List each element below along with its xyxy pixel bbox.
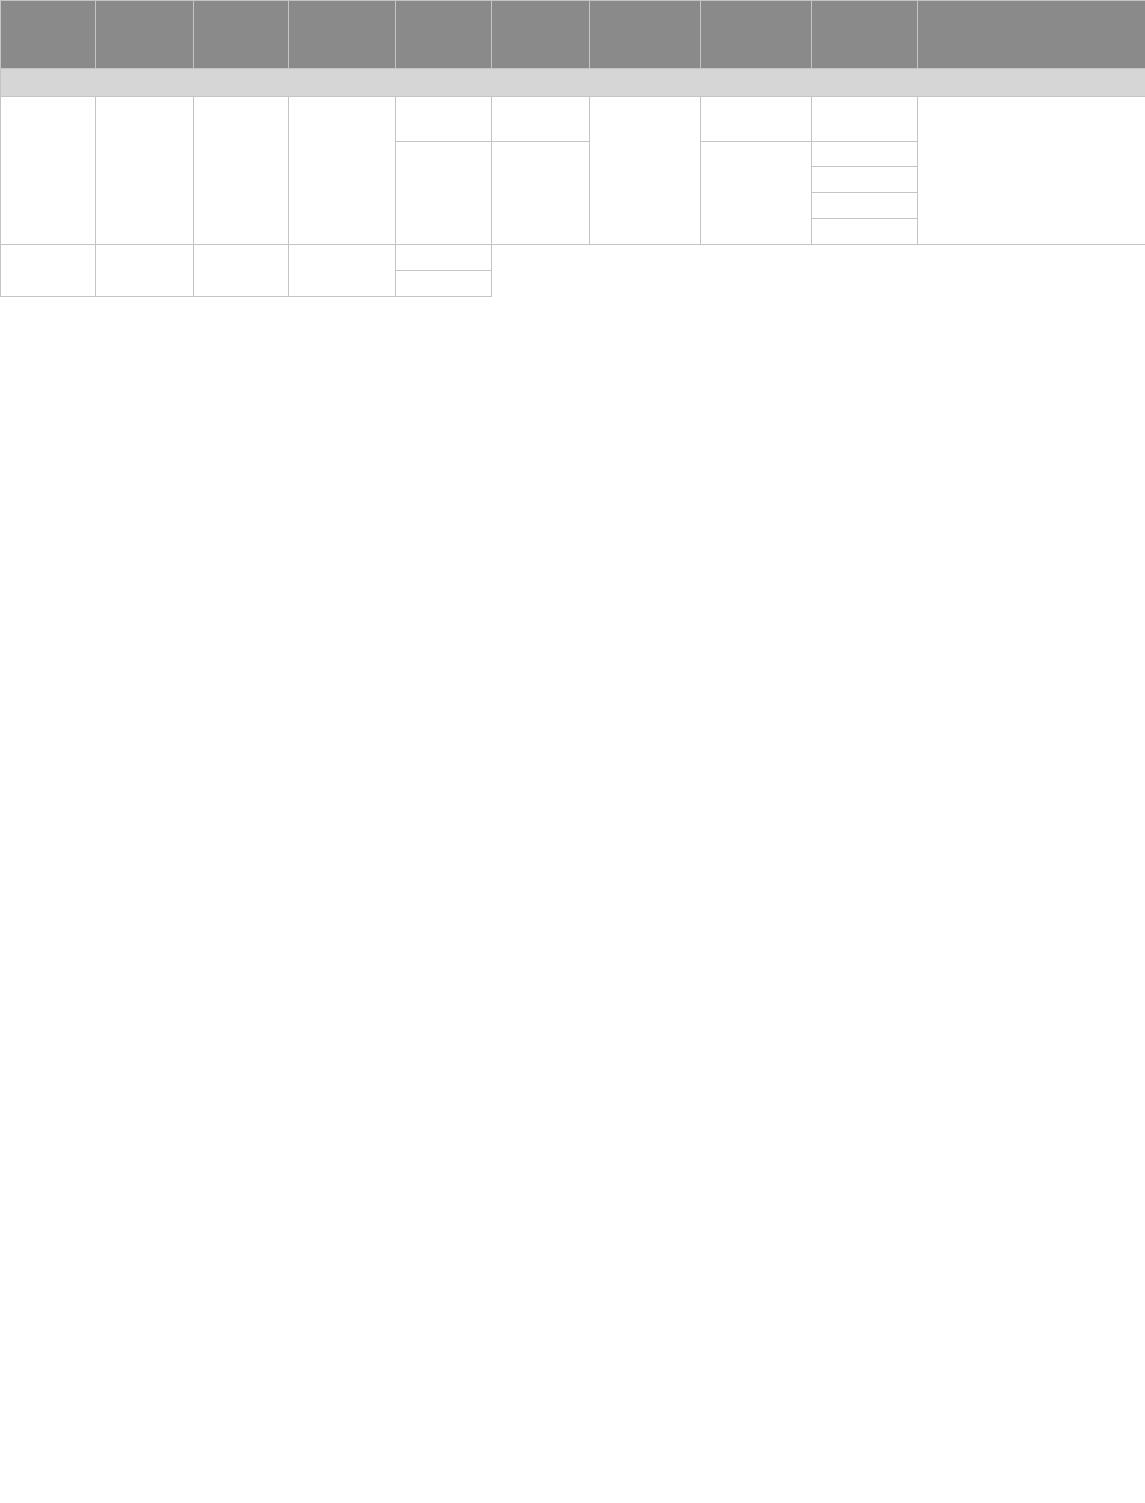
header-pressure <box>701 1 812 69</box>
header-conclusions <box>918 1 1145 69</box>
cell-outcome <box>812 97 918 142</box>
header-study-design <box>194 1 289 69</box>
cell-outcome <box>812 142 918 167</box>
header-intensity <box>396 1 492 69</box>
cell-design <box>194 245 289 297</box>
studies-table <box>0 0 1145 297</box>
section-row <box>1 69 1145 97</box>
section-title <box>1 69 1145 97</box>
header-duration <box>289 1 396 69</box>
header-device <box>590 1 701 69</box>
cell-pressure <box>701 142 812 245</box>
cell-outcome <box>812 193 918 219</box>
header-volume <box>492 1 590 69</box>
cell-reference <box>1 245 96 297</box>
cell-volume <box>492 97 590 142</box>
cell-intensity <box>396 97 492 142</box>
cell-outcome <box>812 219 918 245</box>
table-row <box>1 97 1145 142</box>
cell-intensity <box>396 245 492 271</box>
cell-volume <box>492 142 590 245</box>
header-reference <box>1 1 96 69</box>
cell-outcome <box>812 167 918 193</box>
cell-intensity <box>396 142 492 245</box>
cell-sample <box>96 97 194 245</box>
cell-intensity <box>396 271 492 297</box>
cell-pressure <box>701 97 812 142</box>
header-sample <box>96 1 194 69</box>
cell-conclusion <box>918 97 1145 245</box>
cell-duration <box>289 97 396 245</box>
table-body <box>1 69 1145 297</box>
cell-design <box>194 97 289 245</box>
header-row <box>1 1 1145 69</box>
cell-device <box>590 97 701 245</box>
cell-reference <box>1 97 96 245</box>
cell-sample <box>96 245 194 297</box>
header-outcomes <box>812 1 918 69</box>
table-row <box>1 245 1145 271</box>
cell-duration <box>289 245 396 297</box>
